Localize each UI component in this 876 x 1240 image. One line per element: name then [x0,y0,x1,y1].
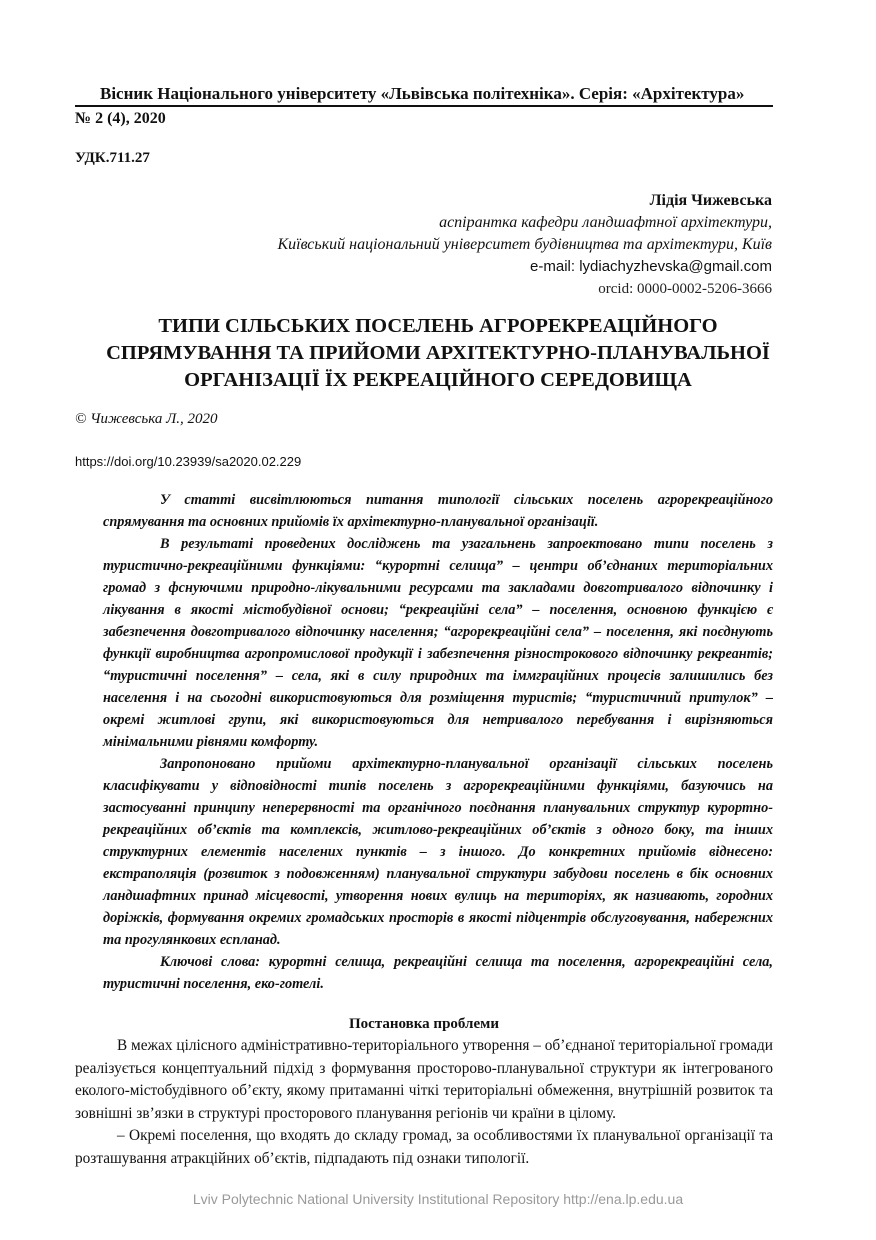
author-email[interactable]: e-mail: lydiachyzhevska@gmail.com [530,258,772,275]
author-name: Лідія Чижевська [649,192,772,209]
journal-title: Вісник Національного університету «Львівська політехніка». Серія: «Архітектура» [100,84,745,103]
doi-link[interactable]: https://doi.org/10.23939/sa2020.02.229 [75,454,302,469]
keywords: Ключові слова: курортні селища, рекреаційні селища та поселення, агрорекреаційні села, туристичні поселення, еко-готелі. [103,954,773,992]
abstract [103,489,773,995]
body-paragraph: – Окремі поселення, що входять до складу громад, за особливостями їх планувальної організації та розташування атракційних об’єктів, підпадають під ознаки типології. [75,1127,773,1167]
author-block [278,190,773,300]
author-affiliation: Київський національний університет будівництва та архітектури, Київ [277,236,772,253]
abstract-paragraph: Запропоновано прийоми архітектурно-планувальної організації сільських поселень класифікувати у відповідності типів поселень з агрорекреаційними функціями, базуючись на застосуванні принципу неперервності та органічного поєднання планувальних структур курортно-рекреаційних об’єктів та комплексів, житлово-рекреаційних об’єктів з одного боку, та інших структурних елементів населених пунктів – з іншого. До конкретних прийомів віднесено: екстраполяція (розвиток з подовженням) планувальної структури забудови поселень в бік основних ландшафтних принад місцевості, утворення нових вулиць на територіях, як називають, городних доріжків, формування окремих громадських просторів в якості підцентрів обслуговування, набережних та прогулянкових еспланад. [103,756,773,948]
copyright: © Чижевська Л., 2020 [75,411,218,427]
section-body [75,1035,773,1170]
title-line: ТИПИ СІЛЬСЬКИХ ПОСЕЛЕНЬ АГРОРЕКРЕАЦІЙНОГО [158,315,718,337]
repository-footer: Lviv Polytechnic National University Institutional Repository http://ena.lp.edu.ua [192,1191,684,1207]
header-rule [75,105,773,107]
body-paragraph: В межах цілісного адміністративно-територіального утворення – об’єднаної територіальної громади реалізується концептуальний підхід з формування просторово-планувальної структури як інтегрованого еколого-містобудівного об’єкту, якому притаманні чіткі територіальні обмеження, внутрішній розвиток та зовнішні зв’язки в структурі просторового планування регіонів чи країни в цілому. [75,1037,773,1122]
abstract-paragraph: У статті висвітлюються питання типології сільських поселень агрорекреаційного спрямування та основних прийомів їх архітектурно-планувальної організації. [103,492,773,530]
udk-code: УДК.711.27 [75,150,150,166]
author-orcid: orcid: 0000-0002-5206-3666 [598,281,772,297]
article-title [90,313,786,394]
title-line: ОРГАНІЗАЦІЇ ЇХ РЕКРЕАЦІЙНОГО СЕРЕДОВИЩА [184,369,692,391]
title-line: СПРЯМУВАННЯ ТА ПРИЙОМИ АРХІТЕКТУРНО-ПЛАНУВАЛЬНОЇ [106,342,770,364]
issue-number: № 2 (4), 2020 [75,110,166,127]
section-heading: Постановка проблеми [349,1016,499,1032]
abstract-paragraph: В результаті проведених досліджень та узагальнень запроектовано типи поселень з туристично-рекреаційними функціями: “курортні селища” – центри об’єднаних територіальних громад з фснуючими природно-лікувальними ресурсами та закладами довготривалого відпочинку і лікування в якості містобудівної основи; “рекреаційні села” – поселення, основною функцією є забезпечення довготривалого відпочинку населення; “агрорекреаційні села” – поселення, які поєднують функції виробництва агропромислової продукції і забезпечення різнострокового відпочинку рекреантів; “туристичні поселення” – села, які в силу природних та іммграційних процесів залишились без населення і на сьогодні використовуються для розміщення туристів; “туристичний притулок” – окремі житлові групи, які використовуються для нетривалого перебування і вирізняються мінімальними рівнями комфорту. [103,536,773,750]
article-flow [0,489,876,1230]
author-position: аспірантка кафедри ландшафтної архітектури, [439,214,772,231]
